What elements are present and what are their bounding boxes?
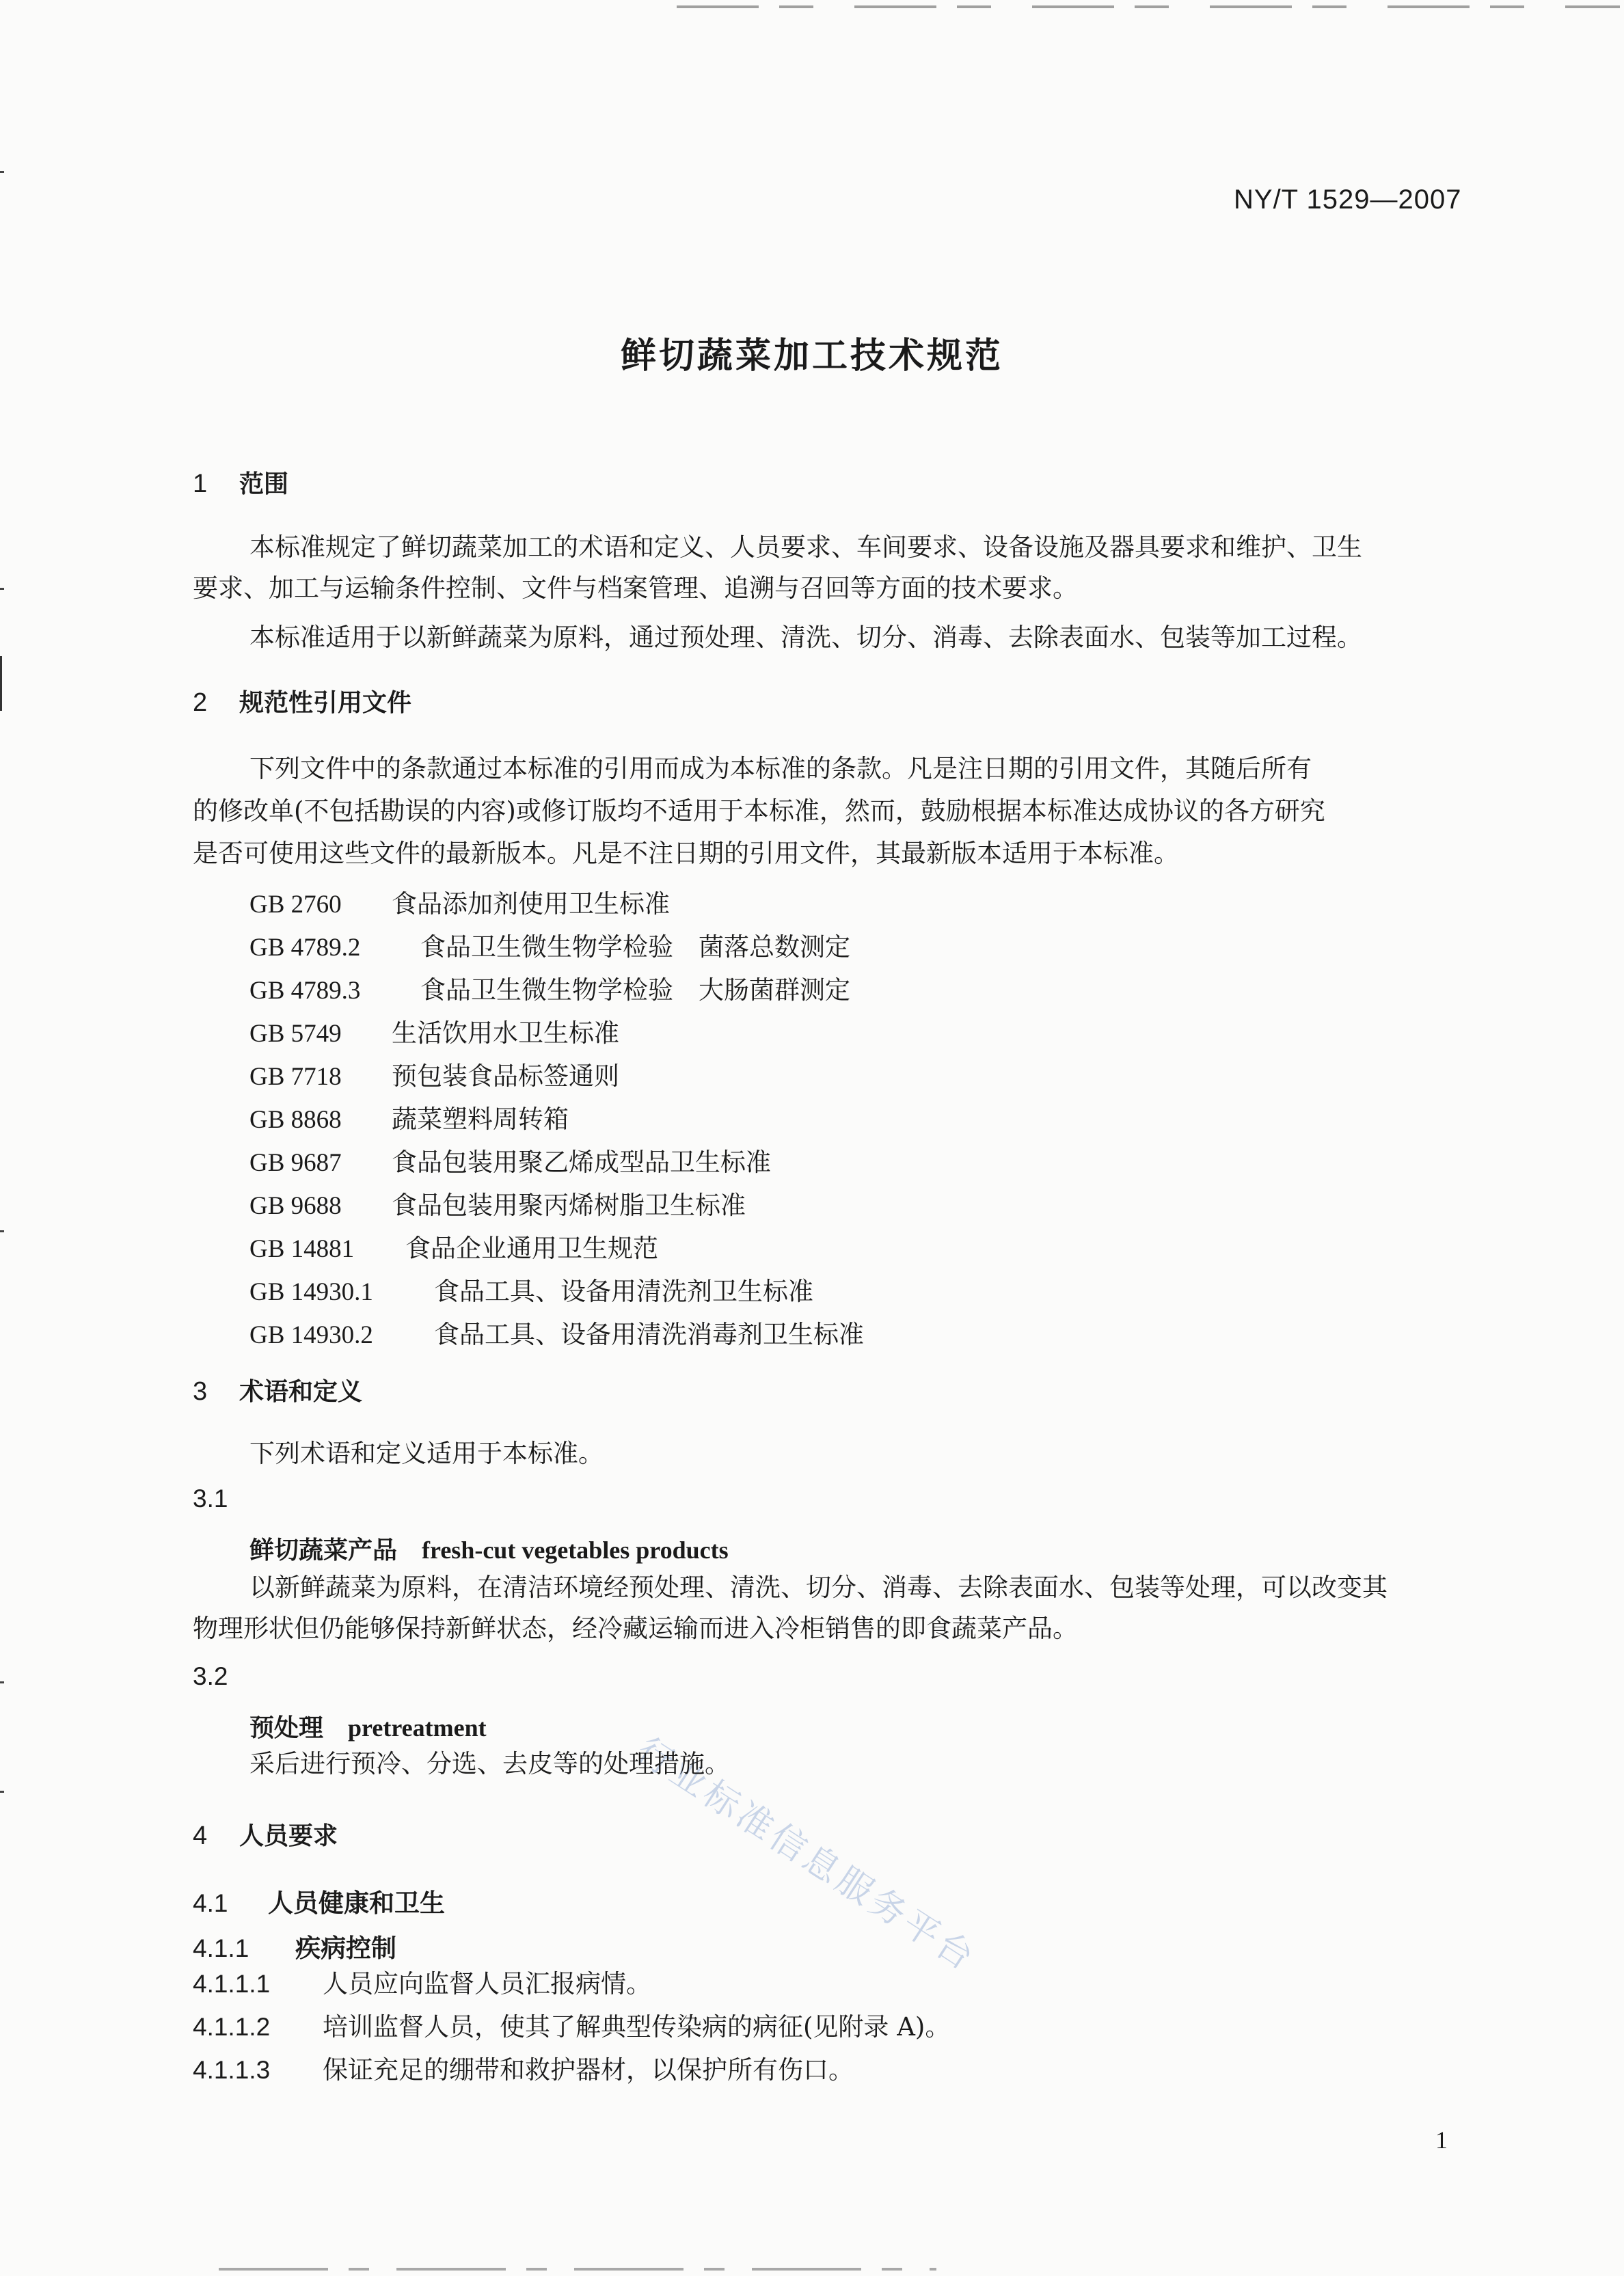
term-definition: 以新鲜蔬菜为原料，在清洁环境经预处理、清洗、切分、消毒、去除表面水、包装等处理，可以改变其: [249, 1573, 1388, 1602]
reference-code: GB 4789.3: [249, 977, 361, 1005]
section-1-heading: [193, 465, 288, 500]
reference-code: GB 14930.2: [249, 1321, 373, 1349]
reference-item: [249, 1184, 746, 1221]
reference-title: 食品工具、设备用清洗消毒剂卫生标准: [434, 1320, 864, 1349]
reference-title: 蔬菜塑料周转箱: [392, 1105, 569, 1134]
section-number: 1: [193, 470, 208, 498]
term-definition: 物理形状但仍能够保持新鲜状态，经冷藏运输而进入冷柜销售的即食蔬菜产品。: [193, 1614, 1078, 1643]
clause-text: 保证充足的绷带和救护器材，以保护所有伤口。: [323, 2055, 854, 2085]
subsection-number: 4.1.1: [193, 1934, 249, 1962]
section-2-heading: [193, 683, 411, 718]
clause-item: [193, 2014, 950, 2040]
paragraph: 是否可使用这些文件的最新版本。凡是不注日期的引用文件，其最新版本适用于本标准。: [193, 839, 1179, 868]
reference-item: [249, 1055, 619, 1092]
reference-title: 食品卫生微生物学检验 菌落总数测定: [420, 932, 850, 962]
standard-code: NY/T 1529—2007: [1234, 185, 1462, 215]
clause-item: [193, 1969, 651, 1999]
subsection-heading: [193, 1927, 396, 1964]
scan-tick: [0, 1791, 4, 1793]
paragraph: 要求、加工与运输条件控制、文件与档案管理、追溯与召回等方面的技术要求。: [193, 573, 1078, 603]
subsection-heading: [193, 1882, 445, 1919]
reference-code: GB 9687: [249, 1149, 342, 1177]
reference-code: GB 14881: [249, 1235, 355, 1263]
reference-item: [249, 1228, 658, 1264]
watermark: 行业标准信息服务平台: [629, 1729, 984, 1981]
paragraph: 下列文件中的条款通过本标准的引用而成为本标准的条款。凡是注日期的引用文件，其随后所有: [249, 754, 1312, 783]
subsection-title: 疾病控制: [295, 1934, 396, 1963]
reference-code: GB 4789.2: [249, 934, 361, 962]
reference-item: [249, 1098, 569, 1135]
reference-code: GB 8868: [249, 1106, 342, 1134]
reference-title: 食品添加剂使用卫生标准: [392, 889, 670, 919]
section-number: 3: [193, 1377, 208, 1406]
reference-item: [249, 1271, 813, 1308]
paragraph: 本标准适用于以新鲜蔬菜为原料，通过预处理、清洗、切分、消毒、去除表面水、包装等加工过程。: [249, 623, 1362, 652]
clause-number: 4.1.1.2: [193, 2013, 271, 2041]
term-english: fresh-cut vegetables products: [422, 1536, 729, 1564]
section-4-heading: [193, 1817, 338, 1852]
reference-title: 食品包装用聚乙烯成型品卫生标准: [392, 1148, 771, 1177]
clause-number: 4.1.1.1: [193, 1970, 271, 1998]
page-number: 1: [1435, 2126, 1448, 2154]
reference-item: [249, 1141, 771, 1178]
reference-title: 食品企业通用卫生规范: [405, 1234, 658, 1263]
subsection-title: 人员健康和卫生: [268, 1888, 445, 1918]
reference-title: 食品卫生微生物学检验 大肠菌群测定: [420, 975, 850, 1005]
reference-item: [249, 1314, 864, 1351]
section-title: 人员要求: [239, 1822, 338, 1850]
scan-tick: [0, 1230, 4, 1232]
paragraph: 本标准规定了鲜切蔬菜加工的术语和定义、人员要求、车间要求、设备设施及器具要求和维护、卫生: [249, 532, 1362, 562]
section-number: 2: [193, 688, 208, 717]
reference-item: [249, 969, 850, 1006]
reference-item: [249, 883, 670, 920]
reference-title: 食品包装用聚丙烯树脂卫生标准: [392, 1191, 746, 1220]
scan-edge-left: [0, 656, 2, 711]
reference-title: 预包装食品标签通则: [392, 1061, 619, 1091]
reference-item: [249, 1012, 619, 1049]
reference-code: GB 9688: [249, 1192, 342, 1220]
clause-number: 4.1.1.3: [193, 2056, 271, 2084]
scan-tick: [0, 171, 4, 173]
clause-text: 人员应向监督人员汇报病情。: [323, 1969, 651, 1999]
reference-code: GB 2760: [249, 891, 342, 919]
scan-edge-bottom: [219, 2268, 936, 2271]
section-number: 4: [193, 1821, 208, 1850]
paragraph: 下列术语和定义适用于本标准。: [249, 1439, 604, 1468]
clause-item: [193, 2057, 854, 2083]
reference-title: 食品工具、设备用清洗剂卫生标准: [434, 1277, 813, 1306]
scan-tick: [0, 588, 4, 590]
term-chinese: 鲜切蔬菜产品: [249, 1536, 398, 1564]
reference-title: 生活饮用水卫生标准: [392, 1018, 619, 1048]
clause-text: 培训监督人员，使其了解典型传染病的病征(见附录 A)。: [323, 2012, 951, 2042]
term-definition: 采后进行预冷、分选、去皮等的处理措施。: [249, 1749, 730, 1778]
term-chinese: 预处理: [249, 1713, 324, 1742]
section-title: 规范性引用文件: [239, 689, 412, 717]
scan-edge-top: [677, 5, 1620, 8]
reference-code: GB 7718: [249, 1063, 342, 1091]
term-number: 3.1: [193, 1485, 228, 1513]
term-heading: [249, 1531, 729, 1566]
reference-code: GB 14930.1: [249, 1278, 373, 1306]
reference-code: GB 5749: [249, 1020, 342, 1048]
reference-item: [249, 926, 850, 963]
document-title: 鲜切蔬菜加工技术规范: [620, 336, 1003, 377]
subsection-number: 4.1: [193, 1889, 228, 1917]
scan-tick: [0, 1681, 4, 1683]
term-number: 3.2: [193, 1662, 228, 1690]
term-heading: [249, 1709, 487, 1744]
section-title: 术语和定义: [239, 1378, 363, 1406]
section-title: 范围: [239, 470, 289, 498]
section-3-heading: [193, 1372, 362, 1407]
paragraph: 的修改单(不包括勘误的内容)或修订版均不适用于本标准，然而，鼓励根据本标准达成协议的各方研究: [193, 796, 1325, 826]
term-english: pretreatment: [348, 1714, 487, 1742]
